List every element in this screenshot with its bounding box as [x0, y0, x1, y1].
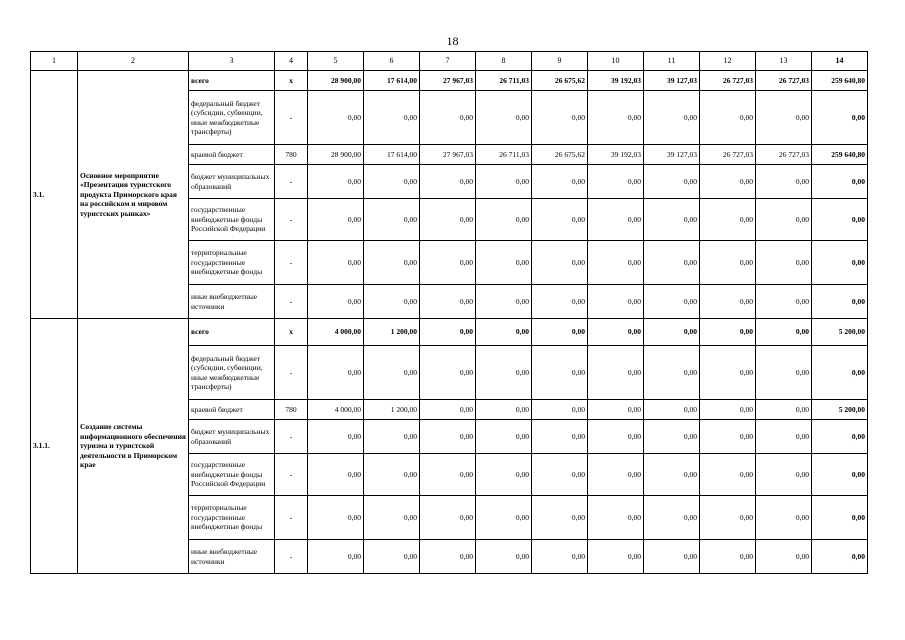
year-value: 28 900,00 [308, 145, 364, 165]
year-value: 0,00 [532, 420, 588, 454]
column-header: 12 [700, 52, 756, 71]
year-value: 0,00 [588, 540, 644, 574]
funding-source: государственные внебюджетные фонды Российской Федерации [189, 454, 275, 496]
year-value: 0,00 [644, 285, 700, 319]
year-value: 0,00 [364, 241, 420, 285]
year-value: 4 000,00 [308, 319, 364, 346]
year-value: 39 127,03 [644, 71, 700, 91]
budget-code: х [275, 71, 308, 91]
year-value: 17 614,00 [364, 71, 420, 91]
column-header: 5 [308, 52, 364, 71]
year-value: 0,00 [588, 241, 644, 285]
year-value: 0,00 [308, 199, 364, 241]
year-value: 0,00 [644, 540, 700, 574]
year-value: 0,00 [308, 285, 364, 319]
year-value: 4 000,00 [308, 400, 364, 420]
year-value: 0,00 [532, 285, 588, 319]
total-value: 259 640,80 [812, 71, 868, 91]
year-value: 0,00 [420, 241, 476, 285]
funding-source: федеральный бюджет (субсидии, субвенции, иные межбюджетные трансферты) [189, 346, 275, 400]
year-value: 0,00 [420, 400, 476, 420]
year-value: 26 675,62 [532, 145, 588, 165]
funding-source: краевой бюджет [189, 400, 275, 420]
year-value: 26 727,03 [700, 71, 756, 91]
year-value: 0,00 [644, 199, 700, 241]
year-value: 0,00 [756, 420, 812, 454]
column-header: 8 [476, 52, 532, 71]
year-value: 0,00 [532, 199, 588, 241]
year-value: 0,00 [588, 454, 644, 496]
funding-source: всего [189, 71, 275, 91]
total-value: 0,00 [812, 496, 868, 540]
year-value: 0,00 [308, 91, 364, 145]
year-value: 0,00 [588, 285, 644, 319]
year-value: 0,00 [364, 91, 420, 145]
total-value: 0,00 [812, 165, 868, 199]
year-value: 26 711,03 [476, 145, 532, 165]
year-value: 0,00 [420, 346, 476, 400]
budget-code: - [275, 496, 308, 540]
year-value: 0,00 [532, 540, 588, 574]
year-value: 27 967,03 [420, 145, 476, 165]
budget-code: х [275, 319, 308, 346]
year-value: 0,00 [420, 319, 476, 346]
year-value: 0,00 [308, 496, 364, 540]
total-value: 0,00 [812, 285, 868, 319]
column-header: 6 [364, 52, 420, 71]
year-value: 0,00 [420, 496, 476, 540]
column-header: 13 [756, 52, 812, 71]
year-value: 0,00 [756, 199, 812, 241]
total-value: 0,00 [812, 199, 868, 241]
budget-code: - [275, 346, 308, 400]
year-value: 0,00 [588, 400, 644, 420]
year-value: 0,00 [644, 346, 700, 400]
year-value: 0,00 [364, 165, 420, 199]
column-header: 1 [31, 52, 78, 71]
year-value: 0,00 [532, 496, 588, 540]
year-value: 0,00 [644, 400, 700, 420]
year-value: 0,00 [756, 165, 812, 199]
year-value: 0,00 [532, 454, 588, 496]
year-value: 0,00 [700, 91, 756, 145]
year-value: 0,00 [700, 540, 756, 574]
total-value: 0,00 [812, 91, 868, 145]
year-value: 0,00 [364, 420, 420, 454]
budget-code: 780 [275, 145, 308, 165]
year-value: 0,00 [476, 165, 532, 199]
year-value: 0,00 [308, 540, 364, 574]
year-value: 0,00 [700, 420, 756, 454]
year-value: 0,00 [476, 400, 532, 420]
year-value: 0,00 [700, 454, 756, 496]
year-value: 0,00 [700, 346, 756, 400]
year-value: 0,00 [364, 496, 420, 540]
year-value: 0,00 [476, 91, 532, 145]
funding-source: всего [189, 319, 275, 346]
funding-source: территориальные государственные внебюджетные фонды [189, 241, 275, 285]
budget-code: - [275, 454, 308, 496]
section-code: 3.1. [31, 71, 78, 319]
year-value: 0,00 [476, 346, 532, 400]
budget-code: - [275, 91, 308, 145]
column-header: 3 [189, 52, 275, 71]
year-value: 0,00 [476, 540, 532, 574]
year-value: 0,00 [532, 319, 588, 346]
year-value: 0,00 [588, 420, 644, 454]
year-value: 0,00 [756, 454, 812, 496]
budget-code: - [275, 165, 308, 199]
year-value: 39 127,03 [644, 145, 700, 165]
year-value: 0,00 [364, 454, 420, 496]
column-header: 4 [275, 52, 308, 71]
year-value: 0,00 [420, 199, 476, 241]
year-value: 1 200,00 [364, 400, 420, 420]
total-value: 0,00 [812, 241, 868, 285]
year-value: 26 727,03 [700, 145, 756, 165]
column-header: 9 [532, 52, 588, 71]
year-value: 0,00 [756, 540, 812, 574]
year-value: 0,00 [476, 454, 532, 496]
page-number: 18 [446, 34, 459, 48]
year-value: 0,00 [588, 319, 644, 346]
year-value: 0,00 [588, 199, 644, 241]
total-value: 0,00 [812, 346, 868, 400]
year-value: 26 727,03 [756, 71, 812, 91]
year-value: 0,00 [700, 496, 756, 540]
year-value: 0,00 [588, 91, 644, 145]
year-value: 0,00 [308, 346, 364, 400]
year-value: 0,00 [644, 420, 700, 454]
column-header: 7 [420, 52, 476, 71]
year-value: 0,00 [364, 285, 420, 319]
year-value: 26 727,03 [756, 145, 812, 165]
year-value: 0,00 [756, 400, 812, 420]
year-value: 0,00 [308, 165, 364, 199]
year-value: 0,00 [756, 91, 812, 145]
year-value: 0,00 [476, 199, 532, 241]
section-name: Основное мероприятие «Презентация туристского продукта Приморского края на российском и мировом туристских рынках» [78, 71, 189, 319]
funding-source: бюджет муниципальных образований [189, 165, 275, 199]
budget-code: - [275, 285, 308, 319]
year-value: 0,00 [476, 241, 532, 285]
year-value: 0,00 [308, 420, 364, 454]
funding-source: краевой бюджет [189, 145, 275, 165]
budget-code: - [275, 420, 308, 454]
year-value: 0,00 [700, 241, 756, 285]
section-name: Создание системы информационного обеспечения туризма и туристской деятельности в Приморском крае [78, 319, 189, 574]
budget-code: 780 [275, 400, 308, 420]
year-value: 0,00 [532, 400, 588, 420]
budget-code: - [275, 199, 308, 241]
year-value: 0,00 [700, 199, 756, 241]
year-value: 0,00 [476, 285, 532, 319]
year-value: 0,00 [532, 165, 588, 199]
year-value: 0,00 [756, 496, 812, 540]
year-value: 0,00 [476, 319, 532, 346]
year-value: 0,00 [532, 346, 588, 400]
year-value: 0,00 [364, 540, 420, 574]
year-value: 0,00 [364, 199, 420, 241]
year-value: 0,00 [420, 454, 476, 496]
year-value: 1 200,00 [364, 319, 420, 346]
total-value: 0,00 [812, 540, 868, 574]
funding-source: иные внебюджетные источники [189, 285, 275, 319]
year-value: 27 967,03 [420, 71, 476, 91]
year-value: 0,00 [756, 346, 812, 400]
year-value: 0,00 [588, 165, 644, 199]
year-value: 0,00 [420, 420, 476, 454]
year-value: 26 711,03 [476, 71, 532, 91]
column-header: 2 [78, 52, 189, 71]
year-value: 28 900,00 [308, 71, 364, 91]
total-value: 0,00 [812, 420, 868, 454]
year-value: 0,00 [588, 346, 644, 400]
section-code: 3.1.1. [31, 319, 78, 574]
year-value: 39 192,03 [588, 71, 644, 91]
budget-table [30, 51, 868, 574]
year-value: 0,00 [532, 241, 588, 285]
year-value: 0,00 [644, 496, 700, 540]
year-value: 0,00 [476, 420, 532, 454]
year-value: 0,00 [532, 91, 588, 145]
budget-code: - [275, 241, 308, 285]
column-header: 10 [588, 52, 644, 71]
year-value: 0,00 [420, 165, 476, 199]
year-value: 0,00 [644, 91, 700, 145]
year-value: 0,00 [588, 496, 644, 540]
year-value: 0,00 [700, 165, 756, 199]
table-row-total [31, 71, 868, 91]
year-value: 0,00 [364, 346, 420, 400]
year-value: 0,00 [756, 241, 812, 285]
year-value: 0,00 [700, 400, 756, 420]
total-value: 5 200,00 [812, 319, 868, 346]
year-value: 0,00 [700, 319, 756, 346]
column-header-row [31, 52, 868, 71]
column-header: 14 [812, 52, 868, 71]
total-value: 259 640,80 [812, 145, 868, 165]
total-value: 5 200,00 [812, 400, 868, 420]
year-value: 39 192,03 [588, 145, 644, 165]
funding-source: государственные внебюджетные фонды Российской Федерации [189, 199, 275, 241]
funding-source: бюджет муниципальных образований [189, 420, 275, 454]
total-value: 0,00 [812, 454, 868, 496]
year-value: 0,00 [308, 241, 364, 285]
year-value: 0,00 [420, 285, 476, 319]
year-value: 0,00 [756, 285, 812, 319]
year-value: 0,00 [420, 540, 476, 574]
table-row-total [31, 319, 868, 346]
funding-source: федеральный бюджет (субсидии, субвенции, иные межбюджетные трансферты) [189, 91, 275, 145]
year-value: 0,00 [756, 319, 812, 346]
year-value: 0,00 [476, 496, 532, 540]
budget-code: - [275, 540, 308, 574]
year-value: 0,00 [700, 285, 756, 319]
funding-source: территориальные государственные внебюджетные фонды [189, 496, 275, 540]
year-value: 0,00 [644, 454, 700, 496]
year-value: 0,00 [644, 319, 700, 346]
year-value: 0,00 [420, 91, 476, 145]
year-value: 0,00 [644, 241, 700, 285]
year-value: 0,00 [644, 165, 700, 199]
year-value: 0,00 [308, 454, 364, 496]
column-header: 11 [644, 52, 700, 71]
funding-source: иные внебюджетные источники [189, 540, 275, 574]
year-value: 17 614,00 [364, 145, 420, 165]
year-value: 26 675,62 [532, 71, 588, 91]
table-body [31, 52, 868, 574]
